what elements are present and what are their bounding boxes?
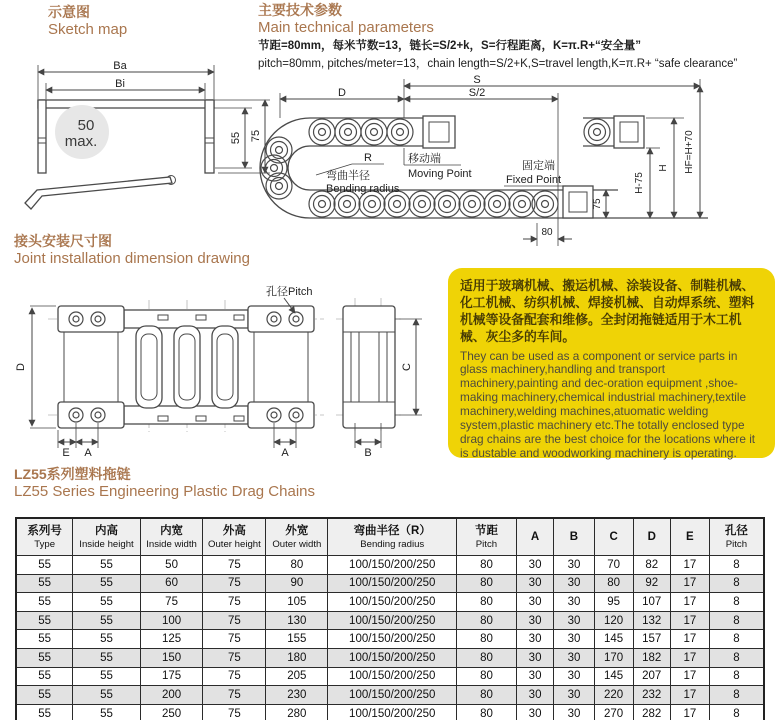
table-cell: 80 bbox=[457, 648, 517, 667]
table-cell: 100/150/200/250 bbox=[328, 574, 457, 593]
dim-label-bi: Bi bbox=[115, 78, 125, 90]
table-cell: 80 bbox=[266, 556, 328, 575]
params-title-en: Main technical parameters bbox=[258, 19, 434, 37]
table-cell: 270 bbox=[594, 704, 633, 720]
joint-section-title bbox=[14, 233, 250, 268]
table-cell: 155 bbox=[266, 630, 328, 649]
table-cell: 55 bbox=[73, 648, 140, 667]
table-cell: 75 bbox=[203, 593, 266, 612]
dim-label-b: B bbox=[364, 447, 372, 459]
table-cell: 55 bbox=[73, 611, 140, 630]
table-cell: 207 bbox=[633, 667, 670, 686]
table-cell: 30 bbox=[554, 704, 594, 720]
dim-label-hf: HF=H+70 bbox=[684, 130, 695, 174]
table-cell: 100/150/200/250 bbox=[328, 648, 457, 667]
table-cell: 232 bbox=[633, 686, 670, 705]
bend-label-zh: 弯曲半径 bbox=[326, 170, 370, 182]
hole-pitch-label: 孔径Pitch bbox=[266, 286, 313, 298]
table-cell: 75 bbox=[203, 611, 266, 630]
dim-label-jd: D bbox=[15, 363, 27, 371]
table-cell: 30 bbox=[516, 611, 553, 630]
table-cell: 8 bbox=[709, 593, 764, 612]
spec-table bbox=[15, 517, 765, 720]
fixed-label-en: Fixed Point bbox=[506, 174, 562, 186]
table-cell: 30 bbox=[554, 648, 594, 667]
table-cell: 125 bbox=[140, 630, 203, 649]
table-cell: 55 bbox=[16, 630, 73, 649]
table-cell: 220 bbox=[594, 686, 633, 705]
table-cell: 55 bbox=[16, 667, 73, 686]
joint-end-view bbox=[343, 306, 395, 428]
table-cell: 30 bbox=[554, 574, 594, 593]
table-cell: 80 bbox=[457, 630, 517, 649]
dim-label-a-left: A bbox=[84, 447, 92, 459]
dim-label-s: S bbox=[473, 74, 481, 86]
dim-label-h: H bbox=[658, 164, 669, 172]
dim-label-d: D bbox=[338, 87, 346, 99]
table-cell: 145 bbox=[594, 630, 633, 649]
column-header: 系列号 Type bbox=[16, 518, 73, 556]
column-header: E bbox=[670, 518, 709, 556]
table-cell: 132 bbox=[633, 611, 670, 630]
table-cell: 75 bbox=[203, 667, 266, 686]
table-cell: 100/150/200/250 bbox=[328, 686, 457, 705]
table-cell: 80 bbox=[457, 686, 517, 705]
table-cell: 55 bbox=[73, 593, 140, 612]
series-title-en: LZ55 Series Engineering Plastic Drag Chains bbox=[14, 483, 315, 501]
table-cell: 8 bbox=[709, 648, 764, 667]
table-row bbox=[16, 704, 764, 720]
column-header: 弯曲半径（R） Bending radius bbox=[328, 518, 457, 556]
sketch-title-zh: 示意图 bbox=[48, 4, 90, 20]
joint-drawing bbox=[8, 282, 453, 462]
table-cell: 95 bbox=[594, 593, 633, 612]
table-cell: 55 bbox=[73, 704, 140, 720]
table-cell: 80 bbox=[594, 574, 633, 593]
table-cell: 17 bbox=[670, 611, 709, 630]
table-cell: 8 bbox=[709, 574, 764, 593]
bend-label-en: Bending radius bbox=[326, 183, 400, 195]
table-cell: 92 bbox=[633, 574, 670, 593]
params-line-en: pitch=80mm, pitches/meter=13，chain length=S/2+K,S=travel length,K=π.R+ “safe clearance” bbox=[258, 58, 738, 70]
dim-label-r: R bbox=[364, 152, 372, 164]
table-cell: 30 bbox=[516, 704, 553, 720]
table-cell: 8 bbox=[709, 556, 764, 575]
table-cell: 100/150/200/250 bbox=[328, 704, 457, 720]
dim-label-h75: H-75 bbox=[634, 172, 645, 194]
table-cell: 80 bbox=[457, 556, 517, 575]
table-cell: 30 bbox=[554, 630, 594, 649]
column-header: 内宽 Inside width bbox=[140, 518, 203, 556]
column-header: 孔径 Pitch bbox=[709, 518, 764, 556]
table-cell: 82 bbox=[633, 556, 670, 575]
table-cell: 30 bbox=[516, 648, 553, 667]
table-cell: 30 bbox=[516, 686, 553, 705]
table-row bbox=[16, 574, 764, 593]
dim-label-e: E bbox=[62, 447, 70, 459]
table-cell: 17 bbox=[670, 704, 709, 720]
opened-flap bbox=[25, 176, 176, 210]
table-cell: 55 bbox=[16, 574, 73, 593]
table-cell: 145 bbox=[594, 667, 633, 686]
dim-label-75b: 75 bbox=[592, 198, 603, 210]
table-cell: 8 bbox=[709, 704, 764, 720]
application-notice-box bbox=[448, 268, 775, 458]
table-cell: 75 bbox=[140, 593, 203, 612]
table-cell: 280 bbox=[266, 704, 328, 720]
joint-title-zh: 接头安装尺寸图 bbox=[14, 233, 112, 249]
table-cell: 180 bbox=[266, 648, 328, 667]
table-cell: 50 bbox=[140, 556, 203, 575]
table-cell: 55 bbox=[16, 611, 73, 630]
dim-label-s-half: S/2 bbox=[468, 87, 486, 99]
table-cell: 90 bbox=[266, 574, 328, 593]
column-header: 内高 Inside height bbox=[73, 518, 140, 556]
table-cell: 75 bbox=[203, 686, 266, 705]
table-cell: 170 bbox=[594, 648, 633, 667]
notice-text-zh: 适用于玻璃机械、搬运机械、涂装设备、制鞋机械、化工机械、纺织机械、焊接机械、自动焊系统、塑料机械等设备配套和维修。全封闭拖链适用于木工机械、灰尘多的车间。 bbox=[460, 278, 755, 345]
table-cell: 55 bbox=[16, 648, 73, 667]
table-cell: 55 bbox=[73, 574, 140, 593]
table-cell: 55 bbox=[73, 686, 140, 705]
fixed-point-callout bbox=[504, 158, 566, 186]
dim-label-55: 55 bbox=[230, 131, 242, 145]
column-header: D bbox=[633, 518, 670, 556]
dim-label-a-right: A bbox=[281, 447, 289, 459]
table-cell: 175 bbox=[140, 667, 203, 686]
sketch-title-en: Sketch map bbox=[48, 21, 128, 39]
table-cell: 55 bbox=[16, 686, 73, 705]
params-section-title bbox=[258, 2, 434, 37]
column-header: A bbox=[516, 518, 553, 556]
table-cell: 55 bbox=[73, 556, 140, 575]
series-title-zh: LZ55系列塑料拖链 bbox=[14, 466, 131, 482]
moving-label-en: Moving Point bbox=[408, 168, 472, 180]
table-cell: 100/150/200/250 bbox=[328, 630, 457, 649]
table-cell: 80 bbox=[457, 574, 517, 593]
column-header: B bbox=[554, 518, 594, 556]
table-cell: 8 bbox=[709, 667, 764, 686]
table-cell: 100/150/200/250 bbox=[328, 593, 457, 612]
dim-label-80: 80 bbox=[541, 227, 553, 238]
params-line-zh: 节距=80mm，每米节数=13，链长=S/2+k，S=行程距离，K=π.R+“安全量” bbox=[258, 40, 641, 52]
table-cell: 105 bbox=[266, 593, 328, 612]
table-cell: 17 bbox=[670, 630, 709, 649]
table-cell: 100/150/200/250 bbox=[328, 611, 457, 630]
moving-point-callout bbox=[404, 148, 472, 180]
table-cell: 30 bbox=[516, 574, 553, 593]
sketch-drawing bbox=[18, 60, 274, 228]
max-value: 50 bbox=[77, 117, 95, 134]
header-row bbox=[16, 518, 764, 556]
table-cell: 55 bbox=[16, 593, 73, 612]
table-cell: 30 bbox=[554, 556, 594, 575]
table-cell: 150 bbox=[140, 648, 203, 667]
table-cell: 75 bbox=[203, 630, 266, 649]
fixed-label-zh: 固定端 bbox=[522, 160, 555, 172]
notice-text-en: They can be used as a component or service parts in glass machinery,handling and transport machinery,painting and dec-oration equipment ,shoe-making machinery,chemical industrial machinery,textile machinery,welding machines,atuomatic welding system,plastic machinery etc.The totally enclosed type drag chains are the best choice for the locations where it is dustable and woodworking machinery is operating. bbox=[460, 348, 756, 460]
table-cell: 282 bbox=[633, 704, 670, 720]
table-row bbox=[16, 686, 764, 705]
bending-radius-callout bbox=[316, 152, 400, 195]
dim-label-75: 75 bbox=[250, 129, 262, 143]
params-text bbox=[258, 37, 778, 71]
table-cell: 8 bbox=[709, 686, 764, 705]
table-cell: 55 bbox=[16, 704, 73, 720]
table-cell: 30 bbox=[516, 630, 553, 649]
table-cell: 17 bbox=[670, 648, 709, 667]
table-cell: 100/150/200/250 bbox=[328, 556, 457, 575]
table-row bbox=[16, 611, 764, 630]
max-unit: max. bbox=[64, 133, 98, 150]
table-cell: 55 bbox=[73, 667, 140, 686]
table-row bbox=[16, 667, 764, 686]
table-cell: 100 bbox=[140, 611, 203, 630]
table-cell: 75 bbox=[203, 648, 266, 667]
table-cell: 17 bbox=[670, 556, 709, 575]
table-cell: 70 bbox=[594, 556, 633, 575]
spec-table-body bbox=[16, 556, 764, 720]
table-row bbox=[16, 648, 764, 667]
table-cell: 75 bbox=[203, 556, 266, 575]
table-cell: 8 bbox=[709, 630, 764, 649]
table-cell: 30 bbox=[554, 593, 594, 612]
table-cell: 80 bbox=[457, 667, 517, 686]
joint-title-en: Joint installation dimension drawing bbox=[14, 250, 250, 268]
table-cell: 17 bbox=[670, 574, 709, 593]
moving-label-zh: 移动端 bbox=[408, 153, 441, 165]
moving-end-block bbox=[423, 116, 644, 148]
params-title-zh: 主要技术参数 bbox=[258, 2, 342, 18]
table-cell: 250 bbox=[140, 704, 203, 720]
joint-top-view bbox=[58, 306, 314, 428]
column-header: 节距 Pitch bbox=[457, 518, 517, 556]
table-row bbox=[16, 593, 764, 612]
table-cell: 80 bbox=[457, 611, 517, 630]
series-section-title bbox=[14, 466, 315, 501]
table-cell: 55 bbox=[73, 630, 140, 649]
table-cell: 30 bbox=[516, 593, 553, 612]
table-cell: 80 bbox=[457, 593, 517, 612]
fixed-end-block bbox=[563, 186, 593, 218]
dim-label-c: C bbox=[401, 363, 413, 371]
table-cell: 230 bbox=[266, 686, 328, 705]
table-cell: 130 bbox=[266, 611, 328, 630]
table-cell: 120 bbox=[594, 611, 633, 630]
table-cell: 80 bbox=[457, 704, 517, 720]
column-header: 外高 Outer height bbox=[203, 518, 266, 556]
table-cell: 17 bbox=[670, 593, 709, 612]
column-header: C bbox=[594, 518, 633, 556]
table-cell: 75 bbox=[203, 704, 266, 720]
table-cell: 182 bbox=[633, 648, 670, 667]
table-cell: 30 bbox=[516, 667, 553, 686]
sketch-section-title bbox=[48, 4, 127, 39]
table-cell: 200 bbox=[140, 686, 203, 705]
table-cell: 157 bbox=[633, 630, 670, 649]
table-cell: 55 bbox=[16, 556, 73, 575]
table-cell: 17 bbox=[670, 686, 709, 705]
table-row bbox=[16, 556, 764, 575]
table-cell: 30 bbox=[554, 611, 594, 630]
spec-table-head bbox=[16, 518, 764, 556]
table-cell: 30 bbox=[516, 556, 553, 575]
dim-label-ba: Ba bbox=[113, 60, 127, 72]
table-cell: 30 bbox=[554, 686, 594, 705]
column-header: 外宽 Outer width bbox=[266, 518, 328, 556]
table-cell: 30 bbox=[554, 667, 594, 686]
table-cell: 60 bbox=[140, 574, 203, 593]
table-cell: 8 bbox=[709, 611, 764, 630]
table-cell: 100/150/200/250 bbox=[328, 667, 457, 686]
main-diagram bbox=[256, 76, 780, 248]
table-cell: 17 bbox=[670, 667, 709, 686]
table-cell: 75 bbox=[203, 574, 266, 593]
table-row bbox=[16, 630, 764, 649]
table-cell: 205 bbox=[266, 667, 328, 686]
table-cell: 107 bbox=[633, 593, 670, 612]
